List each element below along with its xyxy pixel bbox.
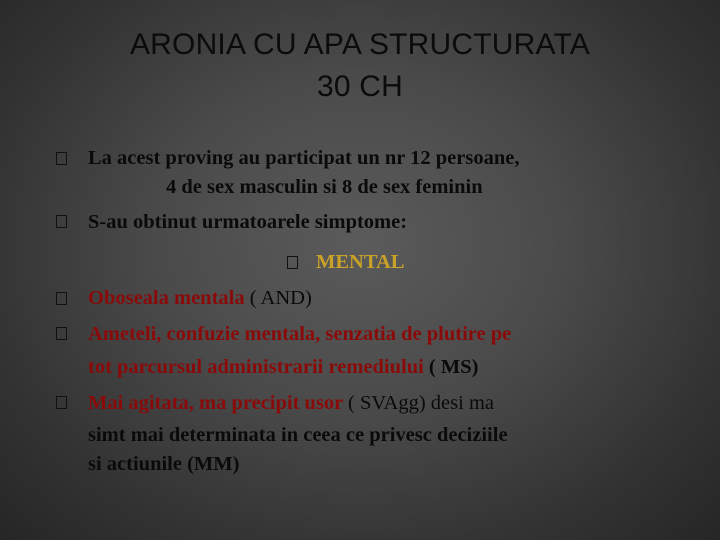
bullet-4-source: ( MS) <box>428 356 479 378</box>
sub-label-mental: MENTAL <box>316 251 405 273</box>
bullet-5-line-3: si actiunile (MM) <box>88 453 240 475</box>
bullet-4-symptom-cont: tot parcursul administrarii remediului <box>88 356 424 378</box>
bullet-5-source: ( SVAgg) desi ma <box>348 392 494 414</box>
bullet-box-icon <box>56 327 67 340</box>
bullet-box-icon <box>56 396 67 409</box>
bullet-5-line-1 <box>88 391 494 415</box>
bullet-4-line-1: Ameteli, confuzie mentala, senzatia de plutire pe <box>88 323 512 345</box>
bullet-3-symptom: Oboseala mentala <box>88 287 245 309</box>
bullet-1-line-2: 4 de sex masculin si 8 de sex feminin <box>166 176 483 198</box>
bullet-1-line-1: La acest proving au participat un nr 12 persoane, <box>88 147 520 169</box>
title-line-2: 30 CH <box>316 70 404 103</box>
sub-label-row <box>287 250 404 274</box>
bullet-5-line-2: simt mai determinata in ceea ce privesc deciziile <box>88 424 508 446</box>
bullet-box-icon <box>56 215 67 228</box>
sub-bullet-box-icon <box>287 256 298 269</box>
bullet-box-icon <box>56 152 67 165</box>
bullet-box-icon <box>56 292 67 305</box>
title-line-1: ARONIA CU APA STRUCTURATA <box>129 28 591 61</box>
bullet-3-line <box>88 286 312 310</box>
bullet-3-source: ( AND) <box>249 287 312 309</box>
bullet-5-symptom: Mai agitata, ma precipit usor <box>88 392 343 414</box>
bullet-4-line-2 <box>88 355 478 379</box>
bullet-2-line-1: S-au obtinut urmatoarele simptome: <box>88 211 408 233</box>
